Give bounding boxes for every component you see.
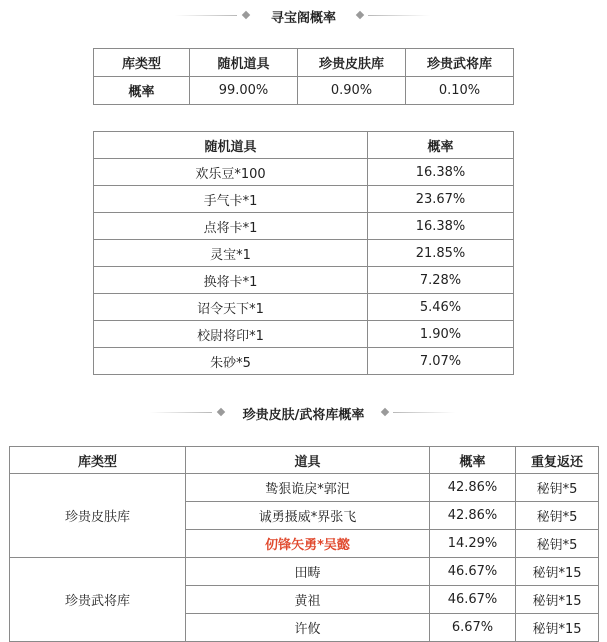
section-title-treasure [0, 5, 607, 27]
table-header-cell: 随机道具 [190, 49, 298, 77]
item-prob-cell: 46.67% [430, 586, 516, 614]
table-header-cell: 道具 [186, 447, 430, 474]
item-name-cell: 换将卡*1 [94, 267, 368, 294]
section-title-text: 珍贵皮肤/武将库概率 [242, 408, 365, 423]
divider-line [368, 15, 430, 16]
item-name-cell: 许攸 [186, 614, 430, 642]
table-cell: 99.00% [190, 77, 298, 105]
item-prob-cell: 42.86% [430, 502, 516, 530]
table-header-cell: 随机道具 [94, 132, 368, 159]
refund-cell: 秘钥*15 [516, 614, 599, 642]
item-prob-cell: 7.07% [368, 348, 514, 375]
item-prob-cell: 21.85% [368, 240, 514, 267]
table-cell: 0.10% [406, 77, 514, 105]
highlighted-item-name-cell: 仞锋矢勇*吴懿 [186, 530, 430, 558]
row-label-cell: 概率 [94, 77, 190, 105]
item-name-cell: 诚勇摄威*界张飞 [186, 502, 430, 530]
item-prob-cell: 6.67% [430, 614, 516, 642]
library-type-cell: 珍贵武将库 [10, 558, 186, 642]
table-cell: 0.90% [298, 77, 406, 105]
item-name-cell: 田畴 [186, 558, 430, 586]
item-prob-cell: 1.90% [368, 321, 514, 348]
item-name-cell: 黄祖 [186, 586, 430, 614]
random-items-table [93, 131, 514, 375]
section-title-text: 寻宝阁概率 [270, 11, 336, 26]
item-name-cell: 校尉将印*1 [94, 321, 368, 348]
table-header-cell: 珍贵武将库 [406, 49, 514, 77]
table-header-cell: 库类型 [10, 447, 186, 474]
library-probability-table [93, 48, 514, 105]
item-name-cell: 诏令天下*1 [94, 294, 368, 321]
table-header-cell: 概率 [430, 447, 516, 474]
item-prob-cell: 46.67% [430, 558, 516, 586]
item-name-cell: 欢乐豆*100 [94, 159, 368, 186]
item-prob-cell: 16.38% [368, 159, 514, 186]
precious-library-table [9, 446, 599, 642]
item-name-cell: 手气卡*1 [94, 186, 368, 213]
library-type-cell: 珍贵皮肤库 [10, 474, 186, 558]
refund-cell: 秘钥*5 [516, 474, 599, 502]
refund-cell: 秘钥*15 [516, 586, 599, 614]
table-header-cell: 珍贵皮肤库 [298, 49, 406, 77]
table-header-cell: 重复返还 [516, 447, 599, 474]
item-prob-cell: 16.38% [368, 213, 514, 240]
table-header-cell: 库类型 [94, 49, 190, 77]
item-name-cell: 朱砂*5 [94, 348, 368, 375]
table-header-cell: 概率 [368, 132, 514, 159]
item-name-cell: 点将卡*1 [94, 213, 368, 240]
item-name-cell: 鸷狠诡戾*郭汜 [186, 474, 430, 502]
item-name-cell: 灵宝*1 [94, 240, 368, 267]
item-prob-cell: 5.46% [368, 294, 514, 321]
refund-cell: 秘钥*5 [516, 502, 599, 530]
item-prob-cell: 14.29% [430, 530, 516, 558]
item-prob-cell: 23.67% [368, 186, 514, 213]
item-prob-cell: 42.86% [430, 474, 516, 502]
refund-cell: 秘钥*5 [516, 530, 599, 558]
refund-cell: 秘钥*15 [516, 558, 599, 586]
item-prob-cell: 7.28% [368, 267, 514, 294]
section-title-precious [0, 402, 607, 424]
divider-line [393, 412, 455, 413]
